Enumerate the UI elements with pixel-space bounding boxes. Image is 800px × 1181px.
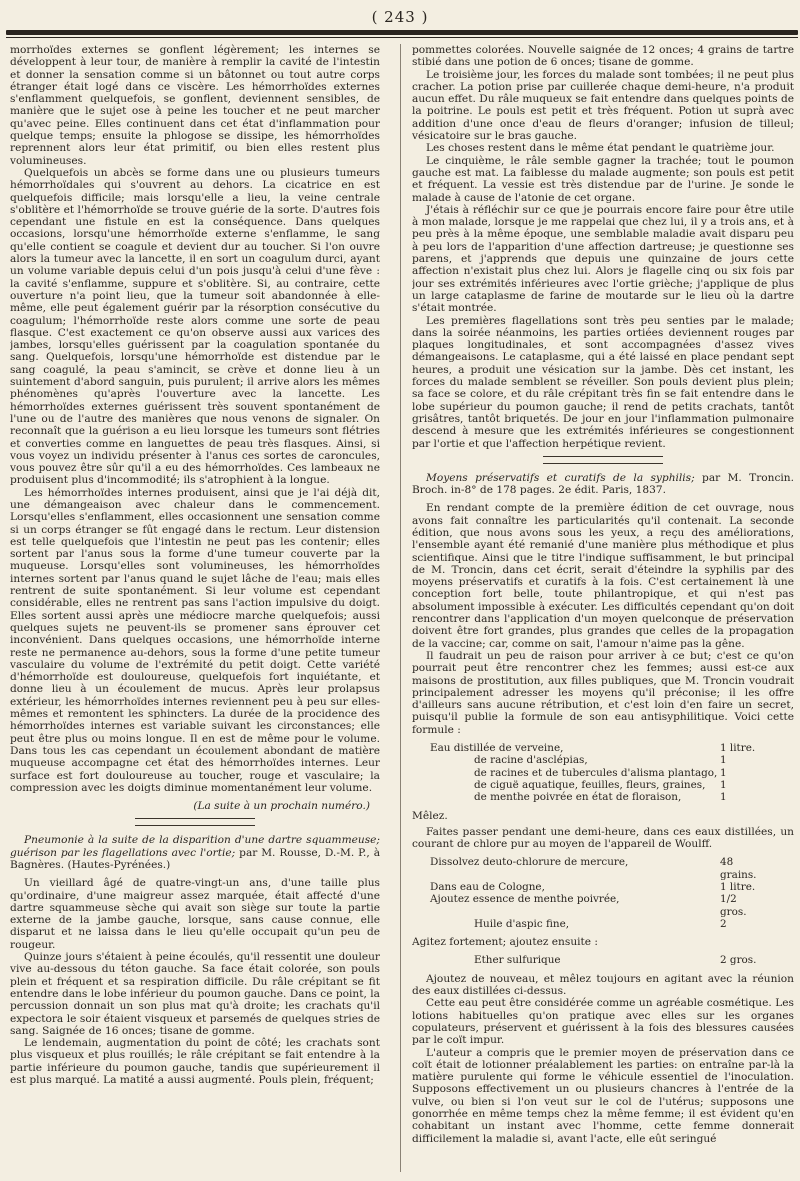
quantity: 1	[720, 754, 727, 767]
paragraph: Faites passer pendant une demi-heure, dans ces eaux distillées, un courant de chlore pur au moyen de l'appareil de Woulff.	[412, 825, 794, 851]
ingredient: Huile d'aspic fine,	[474, 917, 570, 930]
quantity: 1 litre.	[720, 742, 756, 755]
ingredient: Ether sulfurique	[474, 954, 561, 967]
formula-row	[430, 954, 794, 966]
paragraph: Il faudrait un peu de raison pour arriver à ce but; c'est ce qu'on pourrait peut être rencontrer chez les femmes; aussi est-ce aux maisons de prostitution, aux filles publiques, que M. Troncin voudrait principalement adresser les moyens qu'il préconise; il les offre d'ailleurs sans aucune rétribution, et c'est loin d'en faire un secret, puisqu'il publie la formule de son eau antisyphilitique. Voici cette formule :	[412, 649, 794, 736]
paragraph: En rendant compte de la première édition de cet ouvrage, nous avons fait connaître les particularités qu'il contenait. La seconde édition, que nous avons sous les yeux, a reçu des améliorations, l'ensemble ayant été remanié d'une manière plus méthodique et plus scientifique. Ainsi que le titre l'indique suffisamment, le but principal de M. Troncin, dans cet écrit, serait d'éteindre la syphilis par des moyens préservatifs et curatifs à la fois. C'est certainement là une conception fort belle, toute philantropique, et qui n'est pas absolument impossible à exécuter. Les difficultés cependant qu'on doit rencontrer dans l'application d'un moyen quelconque de préservation doivent être fort grandes, plus grandes que celles de la propagation de la vaccine; car, comme on sait, l'amour n'aime pas la gêne.	[412, 502, 794, 650]
quantity: 1	[720, 778, 727, 791]
paragraph: Ajoutez de nouveau, et mêlez toujours en agitant avec la réunion des eaux distillées ci-dessus.	[412, 972, 794, 998]
article-title: Moyens préservatifs et curatifs de la syphilis;	[426, 471, 695, 484]
left-column	[10, 44, 380, 1174]
ingredient: de ciguë aquatique, feuilles, fleurs, graines,	[474, 778, 706, 791]
paragraph: Le troisième jour, les forces du malade sont tombées; il ne peut plus cracher. La potion prise par cuillerée chaque demi-heure, n'a produit aucun effet. Du râle muqueux se fait entendre dans quelques points de la poitrine. Le pouls est petit et très fréquent. Potion ut suprà avec addition d'une once d'eau de fleurs d'oranger; infusion de tilleul; vésicatoire sur le bras gauche.	[412, 68, 794, 143]
section-divider	[543, 456, 663, 464]
formula-row	[430, 918, 794, 930]
formula-2	[430, 856, 794, 930]
formula-row	[430, 779, 794, 791]
ingredient: de racine d'asclépias,	[474, 754, 588, 767]
paragraph: Les hémorrhoïdes internes produisent, ainsi que je l'ai déjà dit, une démangeaison avec chaleur dans le commencement. Lorsqu'elles s'enflamment, elles occasionnent une sensation comme si un corps étranger se fût engagé dans le rectum. Leur distension est telle quelquefois que l'intestin ne peut pas les contenir; elles sortent par l'anus sous la forme d'une tumeur couverte par la muqueuse. Lorsqu'elles sont volumineuses, les hémorrhoïdes internes sortent par l'anus quand le sujet lâche de l'eau; mais elles rentrent de suite spontanément. Si leur volume est cependant considérable, elles ne rentrent pas sans l'action impulsive du doigt. Elles sortent aussi après une médiocre marche quelquefois; aussi quelques sujets ne peuvent-ils se promener sans éprouver cet inconvénient. Dans quelques occasions, une hémorrhoïde interne reste ne permanence au-dehors, sous la forme d'une petite tumeur vasculaire du volume de l'extrémité du petit doigt. Cette variété d'hémorrhoïde est douloureuse, quelquefois fort inquiétante, et donne lieu à un écoulement de mucus. Après leur prolapsus extérieur, les hémorrhoïdes internes reviennent peu à peu sur elles-mêmes et remontent les sphincters. La durée de la procidence des hémorrhoïdes internes est variable suivant les circonstances; elle peut être plus ou moins longue. Il en est de même pour le volume. Dans tous les cas cependant un écoulement abondant de matière muqueuse accompagne cet état des hémorrhoïdes internes. Leur surface est fort douloureuse au toucher, rouge et vasculaire; la compression avec les doigts diminue momentanément leur volume.	[10, 486, 380, 794]
page-number: ( 243 )	[371, 8, 429, 26]
quantity: 1	[720, 766, 727, 779]
formula-row	[430, 881, 794, 893]
paragraph: Le lendemain, augmentation du point de côté; les crachats sont plus visqueux et plus rouillés; le râle crépitant se fait entendre à la partie inférieure du poumon gauche, tandis que supérieurement il est plus marqué. La matité a aussi augmenté. Pouls plein, fréquent;	[10, 1037, 380, 1087]
paragraph: Le cinquième, le râle semble gagner la trachée; tout le poumon gauche est mat. La faiblesse du malade augmente; son pouls est petit et fréquent. La vessie est très distendue par de l'urine. Je sonde le malade à cause de l'atonie de cet organe.	[412, 154, 794, 204]
column-divider	[400, 44, 401, 1172]
article-title: Pneumonie à la suite de la disparition d'une dartre squammeuse; guérison par les flagellations avec l'ortie;	[10, 834, 380, 859]
paragraph: Les choses restent dans le même état pendant le quatrième jour.	[426, 142, 775, 155]
quantity: 1/2 gros.	[720, 893, 747, 918]
paragraph: morrhoïdes externes se gonflent légèrement; les internes se développent à leur tour, de manière à remplir la cavité de l'intestin et donner la sensation comme si un bâtonnet ou tout autre corps étranger était logé dans ce viscère. Les hémorrhoïdes externes s'enflamment quelquefois, se gonflent, deviennent sensibles, de manière que le sujet ose à peine les toucher et ne peut marcher qu'avec peine. Elles continuent dans cet état d'inflammation pour quelque temps; ensuite la phlogose se dissipe, les hémorrhoïdes reprennent alors leur état primitif, ou bien elles restent plus volumineuses.	[10, 44, 380, 167]
instruction: Agitez fortement; ajoutez ensuite :	[412, 936, 598, 949]
formula-row	[430, 893, 794, 918]
continuation-note: (La suite à un prochain numéro.)	[193, 800, 370, 813]
instruction: Mêlez.	[412, 809, 448, 822]
quantity: 48 grains.	[720, 856, 757, 881]
article-author: par M. Troncin. Broch. in-8° de 178 pages. 2e édit. Paris, 1837.	[412, 471, 794, 497]
formula-row	[430, 742, 794, 754]
paragraph: Quinze jours s'étaient à peine écoulés, qu'il ressentit une douleur vive au-dessous du téton gauche. Sa face était colorée, son pouls plein et fréquent et sa respiration difficile. Du râle crépitant se fit entendre dans le lobe inférieur du poumon gauche. Dans ce point, la percussion donnait un son plus mat qu'à droite; les crachats qu'il expectora le soir étaient visqueux et parsemés de quelques stries de sang. Saignée de 16 onces; tisane de gomme.	[10, 951, 380, 1037]
formula-row	[430, 754, 794, 766]
article-author: par M. Rousse, D.-M. P., à Bagnères. (Hautes-Pyrénées.)	[10, 846, 380, 871]
ingredient: Eau distillée de verveine,	[430, 742, 564, 755]
formula-row	[430, 791, 794, 803]
ingredient: Ajoutez essence de menthe poivrée,	[430, 893, 620, 906]
paragraph: pommettes colorées. Nouvelle saignée de 12 onces; 4 grains de tartre stibié dans une potion de 6 onces; tisane de gomme.	[412, 44, 794, 69]
article-heading	[412, 472, 794, 497]
paragraph: Les premières flagellations sont très peu senties par le malade; dans la soirée néanmoins, les parties ortiées deviennent rouges par plaques longitudinales, et sont accompagnées d'assez vives démangeaisons. Le cataplasme, qui a été laissé en place pendant sept heures, a produit une vésication sur la jambe. Dès cet instant, les forces du malade semblent se réveiller. Son pouls devient plus plein; sa face se colore, et du râle crépitant très fin se fait entendre dans le lobe supérieur du poumon gauche; il rend de petits crachats, tantôt grisâtres, tantôt briquetés. De jour en jour l'inflammation pulmonaire descend à mesure que les extrémités inférieures se congestionnent par l'ortie et que l'affection herpétique revient.	[412, 314, 794, 450]
ingredient: Dissolvez deuto-chlorure de mercure,	[430, 856, 629, 869]
quantity: 2	[720, 917, 727, 930]
formula-row	[430, 767, 794, 779]
ingredient: de menthe poivrée en état de floraison,	[474, 791, 682, 804]
quantity: 1	[720, 791, 727, 804]
paragraph: Un vieillard âgé de quatre-vingt-un ans, d'une taille plus qu'ordinaire, d'une maigreur assez marquée, était affecté d'une dartre squammeuse sèche qui avait son siège sur toute la partie externe de la jambe gauche, lorsque, sans cause connue, elle disparut et ne laissa dans le lieu qu'elle occupait qu'un peu de rougeur.	[10, 877, 380, 951]
section-divider	[135, 818, 255, 826]
formula-row	[430, 856, 794, 881]
ingredient: de racines et de tubercules d'alisma plantago,	[474, 766, 718, 779]
header-rule	[6, 30, 798, 35]
quantity: 2 gros.	[720, 954, 757, 967]
paragraph: Quelquefois un abcès se forme dans une ou plusieurs tumeurs hémorrhoïdales qui s'ouvrent au dehors. La cicatrice en est quelquefois difficile; mais lorsqu'elle a lieu, la veine centrale s'oblitère et l'hémorrhoïde se trouve guérie de la sorte. D'autres fois cependant une fistule en est la conséquence. Dans quelques occasions, lorsqu'une hémorrhoïde externe s'enflamme, le sang qu'elle contient se coagule et devient dur au toucher. Si l'on ouvre alors la tumeur avec la lancette, il en sort un coagulum durci, ayant un volume variable depuis celui d'un pois jusqu'à celui d'une fève : la cavité s'enflamme, suppure et s'oblitère. Si, au contraire, cette ouverture n'a point lieu, que la tumeur soit abandonnée à elle-même, elle peut également guérir par la résorption consécutive du coagulum; l'hémorrhoïde reste alors comme une sorte de peau flasque. C'est exactement ce qu'on observe aussi aux varices des jambes, lorsqu'elles guérissent par la coagulation spontanée du sang. Quelquefois, lorsqu'une hémorrhoïde est distendue par le sang coagulé, la peau s'amincit, se crève et donne lieu à un suintement d'abord sanguin, puis purulent; il arrive alors les mêmes phénomènes qu'après l'ouverture avec la lancette. Les hémorrhoïdes externes guérissent très souvent spontanément de l'une ou de l'autre des manières que nous venons de signaler. On reconnaît que la guérison a eu lieu lorsque les tumeurs sont flétries et converties comme en languettes de peau très flasques. Ainsi, si vous voyez un individu présenter à l'anus ces sortes de caroncules, vous pouvez être sûr qu'il a eu des hémorrhoïdes. Ces lambeaux ne produisent plus d'incommodité; ils s'atrophient à la longue.	[10, 166, 380, 487]
formula-3	[430, 954, 794, 966]
paragraph: Cette eau peut être considérée comme un agréable cosmétique. Les lotions habituelles qu'on pratique avec elles sur les organes copulateurs, préservent et guérissent à la fois des blessures causées par le coït impur.	[412, 997, 794, 1047]
quantity: 1 litre.	[720, 881, 756, 893]
ingredient: Dans eau de Cologne,	[430, 881, 545, 893]
paragraph: L'auteur a compris que le premier moyen de préservation dans ce coït était de lotionner préalablement les parties: on entraîne par-là la matière purulente qui forme le véhicule essentiel de l'inoculation. Supposons effectivement un ou plusieurs chancres à l'entrée de la vulve, ou bien si l'on veut sur le col de l'utérus; supposons une gonorrhée en même temps chez la même femme; il est évident qu'en cohabitant un instant avec l'homme, cette femme donnerait difficilement la maladie si, avant l'acte, elle eût seringué	[412, 1046, 794, 1145]
right-column	[412, 44, 794, 1174]
article-heading	[10, 834, 380, 871]
formula-1	[430, 742, 794, 803]
paragraph: J'étais à réfléchir sur ce que je pourrais encore faire pour être utile à mon malade, lorsque je me rappelai que chez lui, il y a trois ans, et à peu près à la même époque, une semblable maladie avait disparu peu à peu lors de l'apparition d'une affection dartreuse; je questionne ses parens, et j'apprends que depuis une quinzaine de jours cette affection n'existait plus chez lui. Alors je flagelle cinq ou six fois par jour ses extrémités inférieures avec l'ortie grièche; j'applique de plus un large cataplasme de farine de moutarde sur le lieu où la dartre s'était montrée.	[412, 203, 794, 315]
